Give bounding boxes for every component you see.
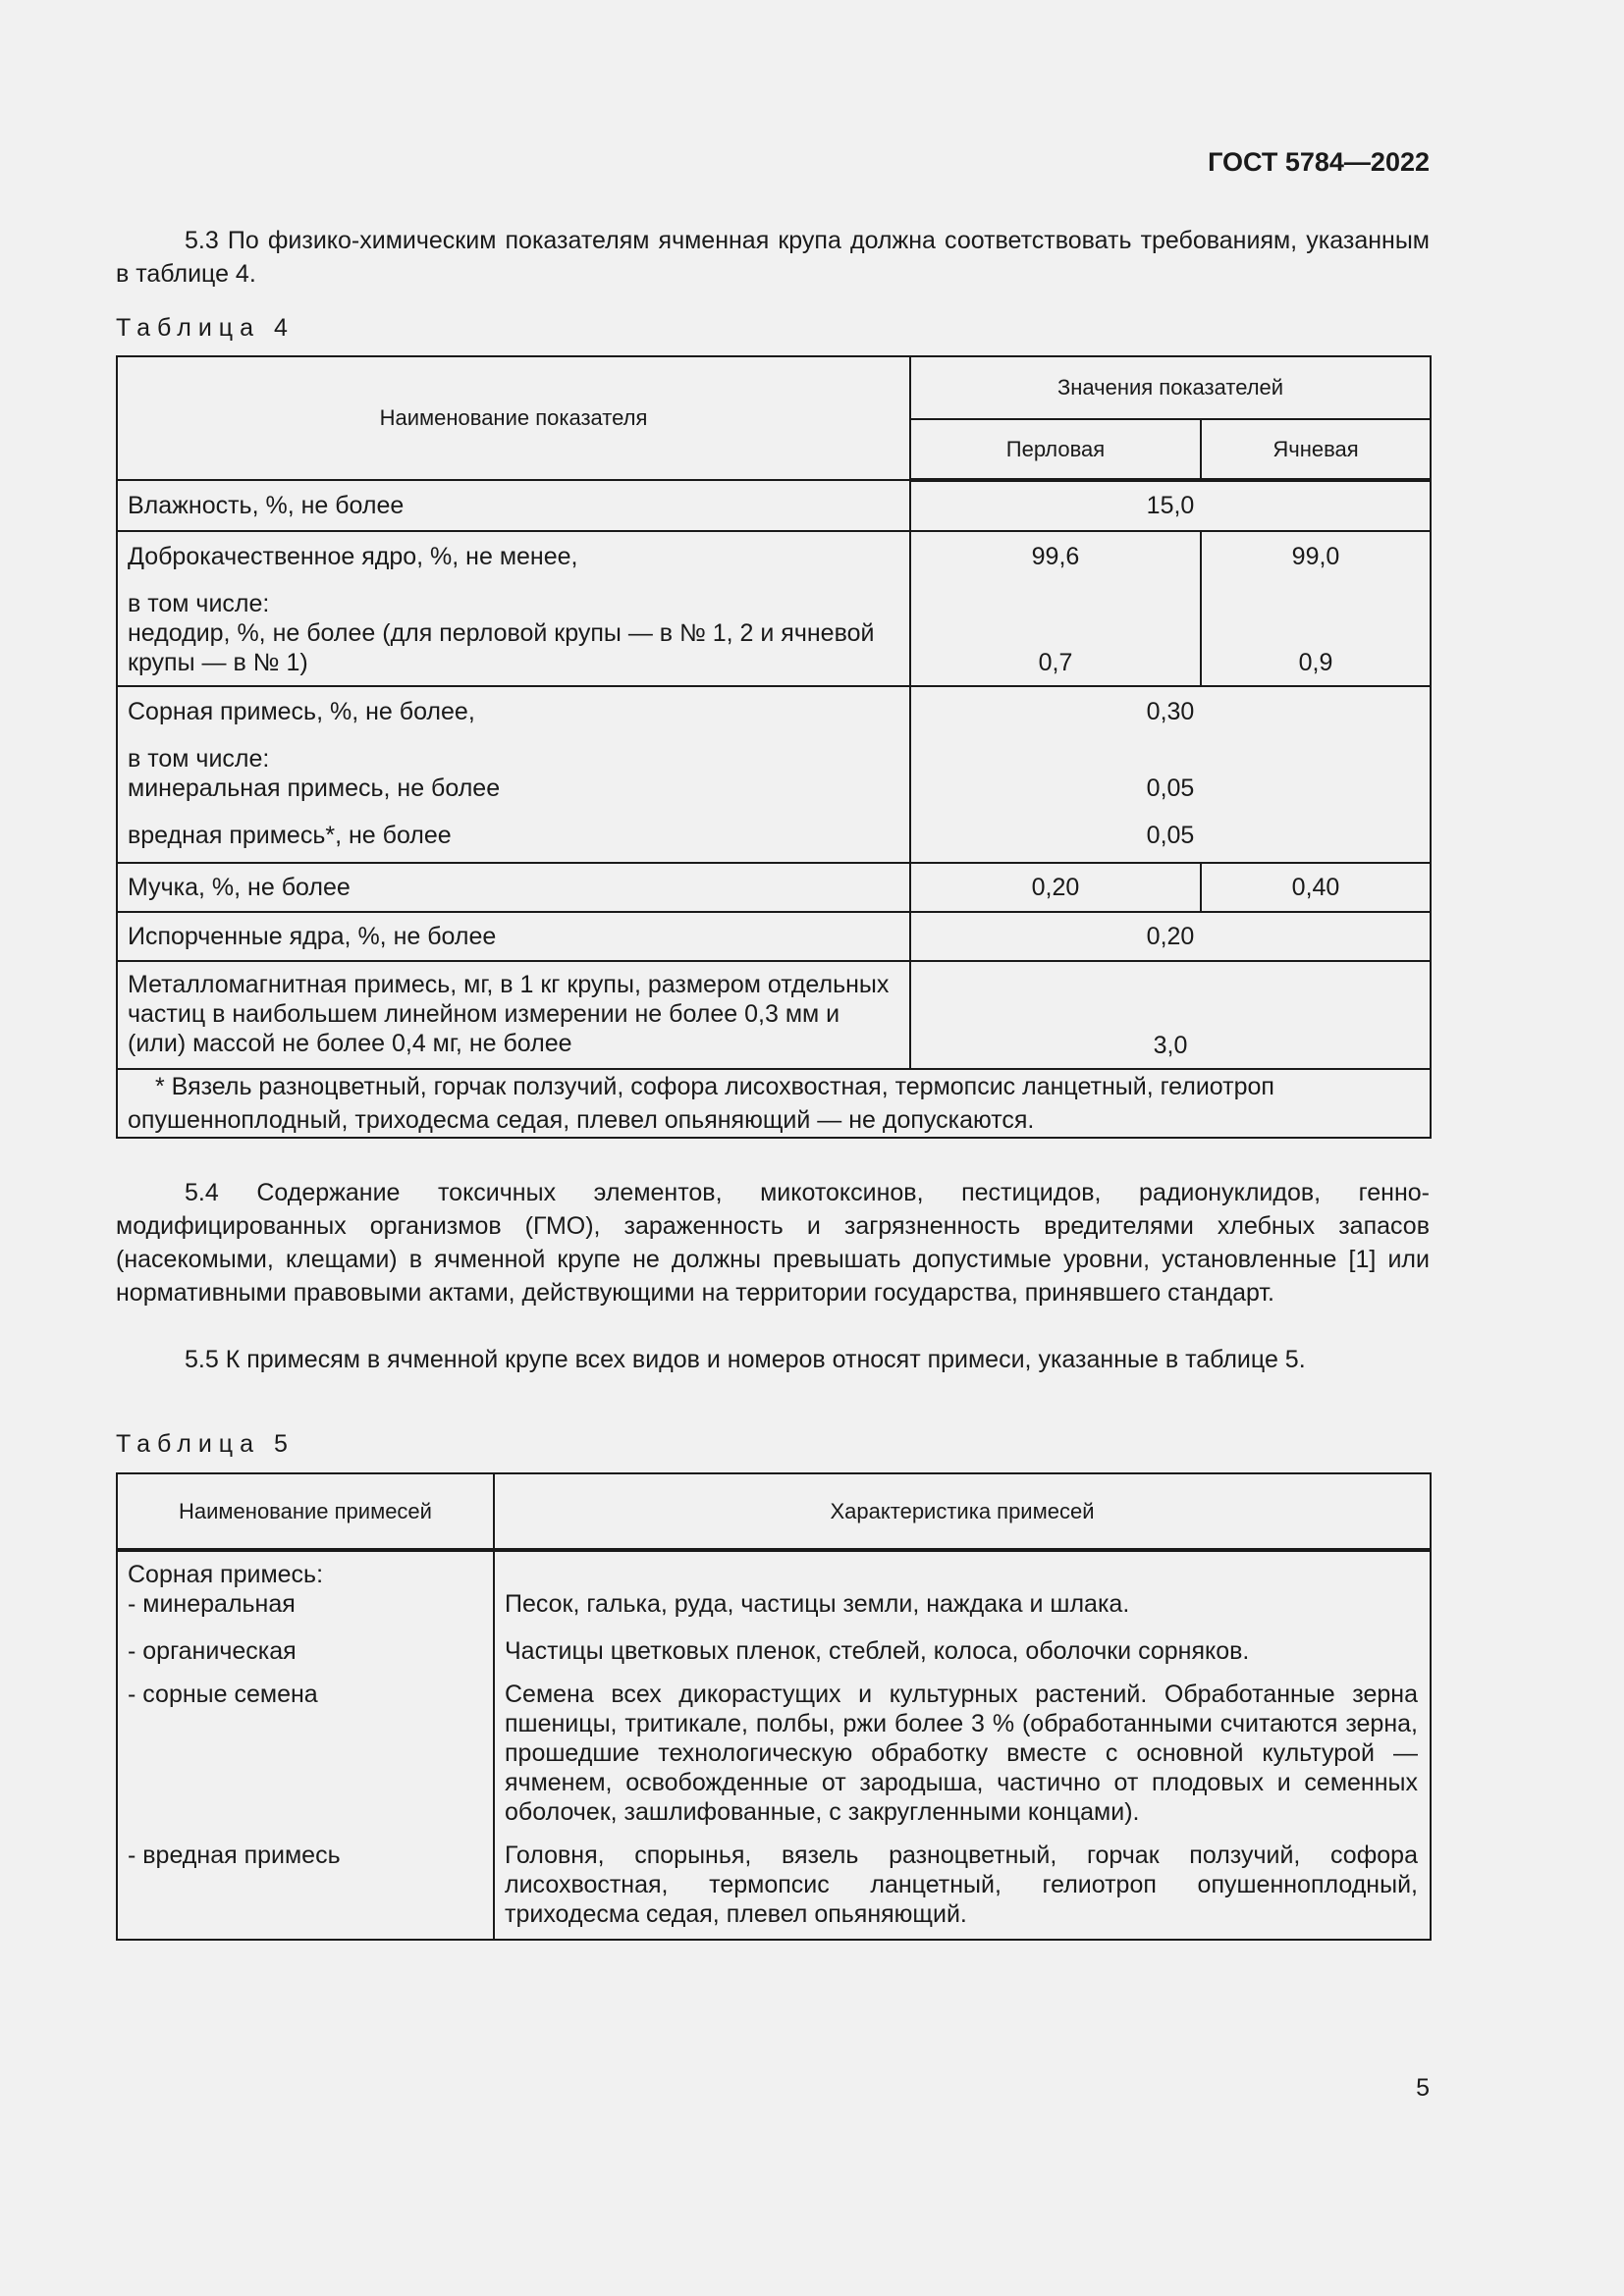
table-5 — [116, 1472, 1432, 1941]
row-label-line: Сорная примесь, %, не более, — [128, 698, 475, 725]
row-label-line: недодир, %, не более (для перловой крупы — в № 1, 2 и ячневой крупы — в № 1) — [128, 619, 875, 676]
group-label: Сорная примесь: — [128, 1561, 324, 1588]
value: 0,9 — [1298, 649, 1333, 676]
value: 99,0 — [1291, 543, 1340, 570]
impurity-description: Семена всех дикорастущих и культурных растений. Обработанные зерна пшеницы, тритикале, полбы, ржи более 3 % (обработанными считаются зерна, прошедшие технологическую обработку вместе с основной культурой — ячменем, освобожденные от зародыша, частично от плодовых и семенных оболочек, зашлифованные, с закругленными концами). — [494, 1666, 1431, 1827]
value: 0,30 — [1146, 698, 1195, 725]
row-value: 15,0 — [910, 480, 1431, 531]
row-value-yach — [1201, 531, 1431, 686]
table-4-header-perl: Перловая — [910, 419, 1201, 480]
table-row — [117, 863, 1431, 912]
row-label: Металломагнитная примесь, мг, в 1 кг крупы, размером отдельных частиц в наибольшем линейном измерении не более 0,3 мм и (или) массой не более 0,4 мг, не более — [117, 961, 910, 1069]
row-label: Испорченные ядра, %, не более — [117, 912, 910, 961]
table-row — [117, 480, 1431, 531]
table-4 — [116, 355, 1432, 1139]
table-row — [117, 1666, 1431, 1827]
table-row — [117, 1623, 1431, 1666]
table-5-header-name: Наименование примесей — [117, 1473, 494, 1550]
table-4-footnote: * Вязель разноцветный, горчак ползучий, софора лисохвостная, термопсис ланцетный, гелиотроп опушенноплодный, триходесма седая, плевел опьяняющий — не допускаются. — [117, 1069, 1431, 1138]
row-label-line: вредная примесь*, не более — [128, 822, 452, 849]
impurity-name — [117, 1550, 494, 1623]
value: 0,05 — [1146, 822, 1195, 849]
value: 0,05 — [1146, 774, 1195, 802]
row-label: Влажность, %, не более — [117, 480, 910, 531]
row-label-line: Доброкачественное ядро, %, не менее, — [128, 543, 578, 570]
row-label-line: минеральная примесь, не более — [128, 774, 501, 802]
row-value: 3,0 — [910, 961, 1431, 1069]
row-label-line: в том числе: — [128, 590, 270, 617]
table-4-caption: Таблица 4 — [116, 314, 295, 342]
table-row — [117, 912, 1431, 961]
table-row — [117, 961, 1431, 1069]
row-value-yach: 0,40 — [1201, 863, 1431, 912]
row-label — [117, 686, 910, 863]
document-code: ГОСТ 5784—2022 — [1208, 147, 1430, 177]
row-value — [910, 686, 1431, 863]
row-label — [117, 531, 910, 686]
impurity-name-text: - минеральная — [128, 1590, 296, 1618]
row-label-line: в том числе: — [128, 745, 270, 773]
value: 0,7 — [1038, 649, 1073, 676]
row-value-perl: 0,20 — [910, 863, 1201, 912]
row-label: Мучка, %, не более — [117, 863, 910, 912]
paragraph-5-3: 5.3 По физико-химическим показателям ячменная крупа должна соответствовать требованиям, указанным в таблице 4. — [116, 227, 1430, 288]
impurity-description: Песок, галька, руда, частицы земли, наждака и шлака. — [494, 1550, 1431, 1623]
impurity-name: - сорные семена — [117, 1666, 494, 1827]
impurity-name: - вредная примесь — [117, 1827, 494, 1940]
table-row — [117, 1827, 1431, 1940]
table-footnote-row — [117, 1069, 1431, 1138]
paragraph-5-5: 5.5 К примесям в ячменной крупе всех видов и номеров относят примеси, указанные в таблице 5. — [185, 1346, 1306, 1373]
row-value-perl — [910, 531, 1201, 686]
table-row — [117, 686, 1431, 863]
page-number: 5 — [1416, 2074, 1430, 2102]
table-5-header-char: Характеристика примесей — [494, 1473, 1431, 1550]
value: 99,6 — [1031, 543, 1080, 570]
impurity-description: Частицы цветковых пленок, стеблей, колоса, оболочки сорняков. — [494, 1623, 1431, 1666]
impurity-name: - органическая — [117, 1623, 494, 1666]
paragraph-5-4: 5.4 Содержание токсичных элементов, микотоксинов, пестицидов, радионуклидов, генно-модифицированных организмов (ГМО), зараженность и загрязненность вредителями хлебных запасов (насекомыми, клещами) в ячменной крупе не должны превышать допустимые уровни, установленные [1] или нормативными правовыми актами, действующими на территории государства, принявшего стандарт. — [116, 1179, 1430, 1307]
table-4-header-values: Значения показателей — [910, 356, 1431, 419]
row-value: 0,20 — [910, 912, 1431, 961]
impurity-description: Головня, спорынья, вязель разноцветный, горчак ползучий, софора лисохвостная, термопсис ланцетный, гелиотроп опушенноплодный, триходесма седая, плевел опьяняющий. — [494, 1827, 1431, 1940]
table-row — [117, 531, 1431, 686]
table-4-header-yach: Ячневая — [1201, 419, 1431, 480]
table-4-header-name: Наименование показателя — [117, 356, 910, 480]
table-5-caption: Таблица 5 — [116, 1430, 295, 1458]
table-row — [117, 1550, 1431, 1623]
